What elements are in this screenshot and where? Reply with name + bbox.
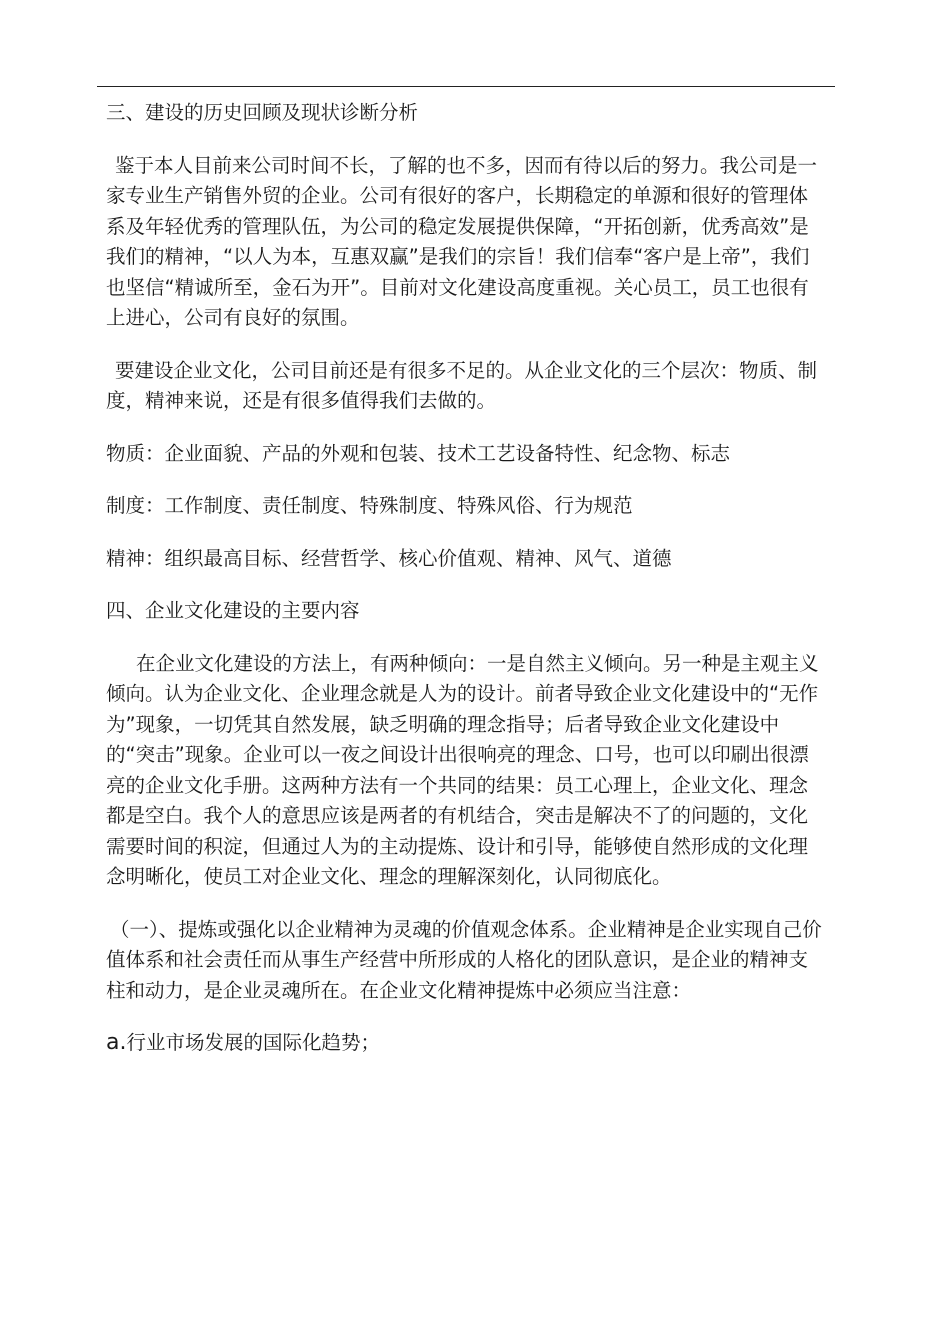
section-3-heading: 三、建设的历史回顾及现状诊断分析 [106,101,419,124]
culture-layer-spirit: 精神：组织最高目标、经营哲学、核心价值观、精神、风气、道德 [106,546,672,570]
section-3-paragraph-2: 要建设企业文化，公司目前还是有很多不足的。从企业文化的三个层次：物质、制度，精神来说，还是有很多值得我们去做的。 [106,358,818,412]
culture-layer-system: 制度：工作制度、责任制度、特殊制度、特殊风俗、行为规范 [106,494,633,517]
section-3-paragraph-1: 鉴于本人目前来公司时间不长，了解的也不多，因而有待以后的努力。我公司是一家专业生产销售外贸的企业。公司有很好的客户，长期稳定的单源和很好的管理体系及年轻优秀的管理队伍，为公司的稳定发展提供保障，“开拓创新，优秀高效”是我们的精神，“以人为本，互惠双赢”是我们的宗旨！我们信奉“客户是上帝”，我们也坚信“精诚所至，金石为开”。目前对文化建设高度重视。关心员工，员工也很有上进心，公司有良好的氛围。 [106,153,818,329]
section-4-paragraph-2: （一）、提炼或强化以企业精神为灵魂的价值观念体系。企业精神是企业实现自己价值体系和社会责任而从事生产经营中所形成的人格化的团队意识，是企业的精神支柱和动力，是企业灵魂所在。在企业文化精神提炼中必须应当注意： [106,917,822,1002]
document-body [106,98,826,1081]
list-item-a-text: 行业市场发展的国际化趋势； [126,1031,380,1054]
section-4-heading: 四、企业文化建设的主要内容 [106,599,360,622]
header-rule [97,86,835,87]
culture-layer-material: 物质：企业面貌、产品的外观和包装、技术工艺设备特性、纪念物、标志 [106,441,731,465]
list-item-a [106,1028,826,1059]
list-item-a-prefix: a. [106,1030,127,1055]
section-4-paragraph-1: 在企业文化建设的方法上，有两种倾向：一是自然主义倾向。另一种是主观主义倾向。认为企业文化、企业理念就是人为的设计。前者导致企业文化建设中的“无作为”现象，一切凭其自然发展，缺乏明确的理念指导；后者导致企业文化建设中的“突击”现象。企业可以一夜之间设计出很响亮的理念、口号，也可以印刷出很漂亮的企业文化手册。这两种方法有一个共同的结果：员工心理上，企业文化、理念都是空白。我个人的意思应该是两者的有机结合，突击是解决不了的问题的，文化需要时间的积淀，但通过人为的主动提炼、设计和引导，能够使自然形成的文化理念明晰化，使员工对企业文化、理念的理解深刻化，认同彻底化。 [106,651,819,888]
